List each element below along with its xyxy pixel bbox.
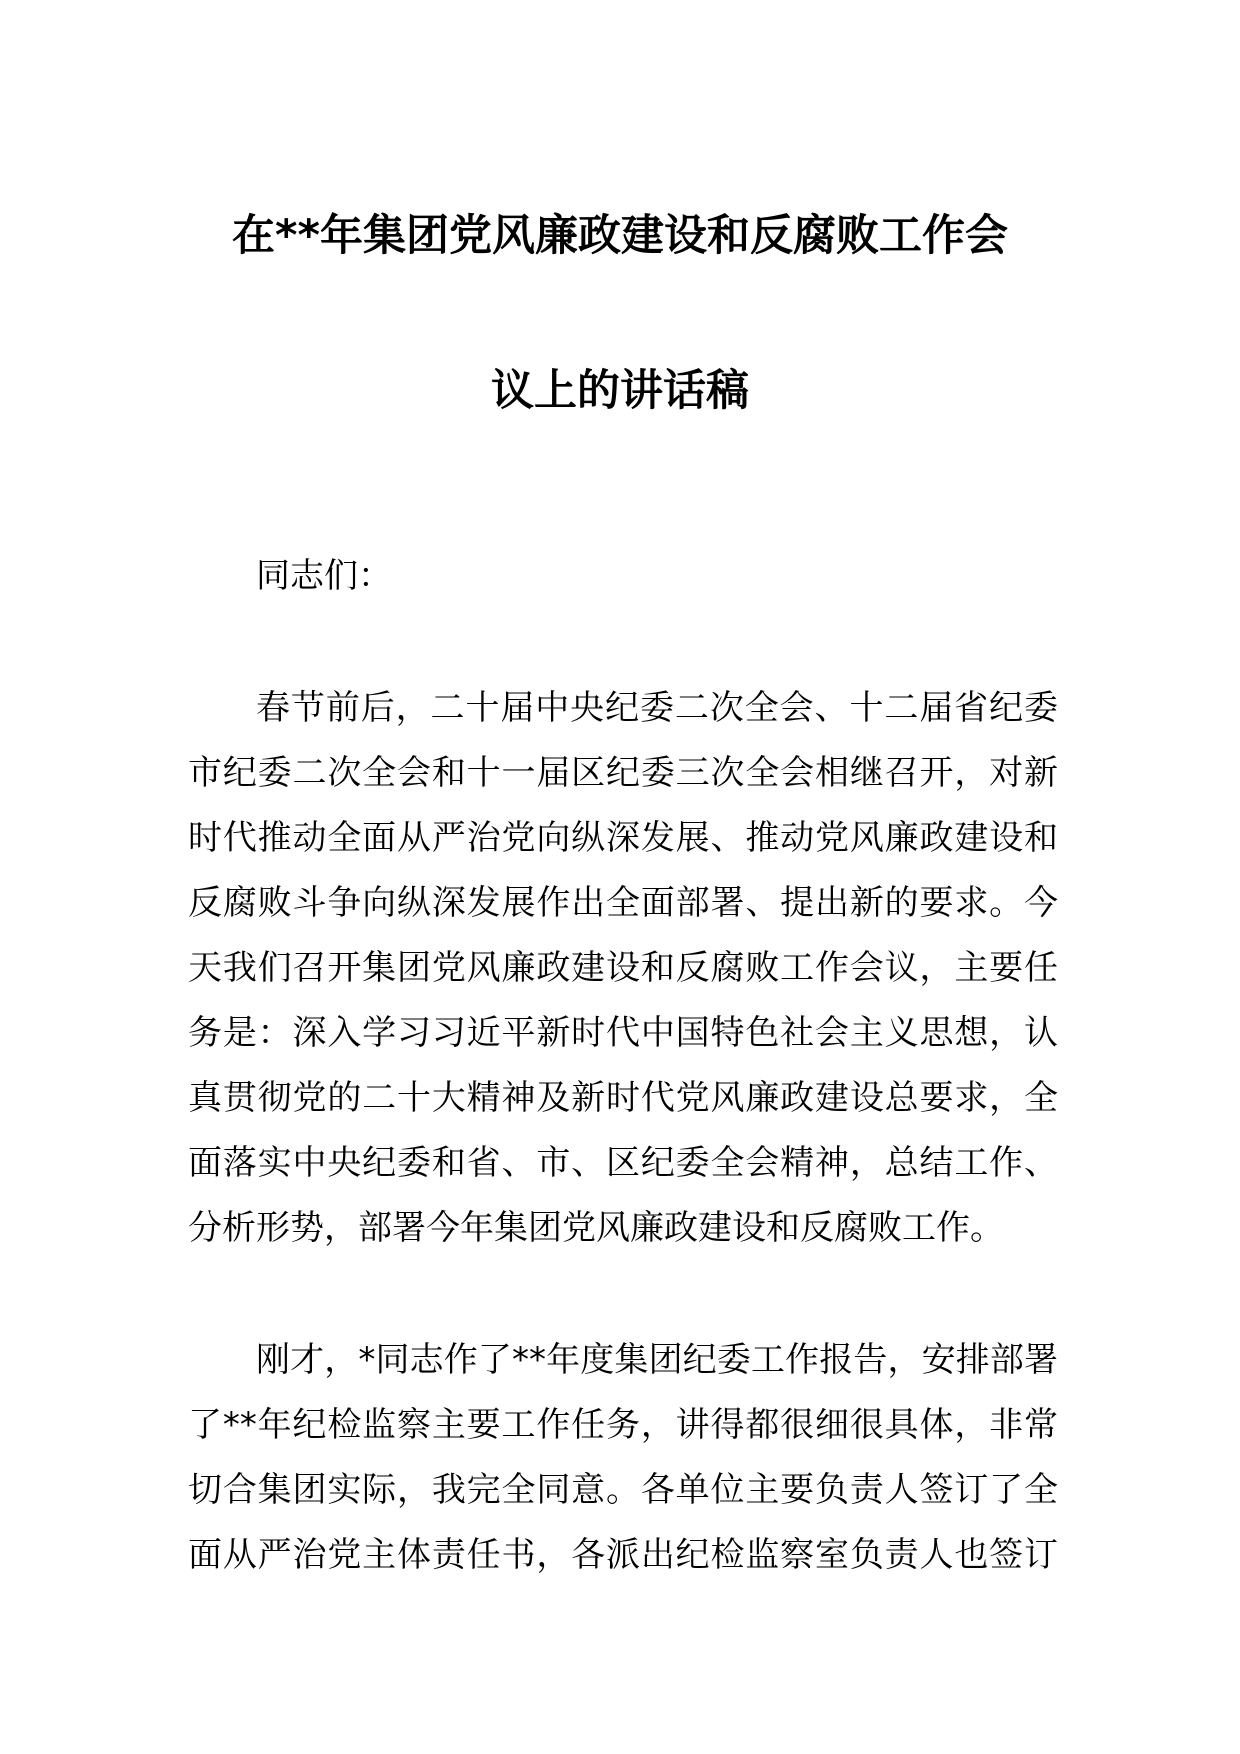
paragraph-line: 切合集团实际，我完全同意。各单位主要负责人签订了全 [188, 1470, 1058, 1510]
salutation: 同志们： [256, 556, 392, 596]
paragraph-line: 了**年纪检监察主要工作任务，讲得都很细很具体，非常 [188, 1405, 1058, 1445]
paragraph-line: 务是：深入学习习近平新时代中国特色社会主义思想，认 [188, 1013, 1058, 1053]
paragraph-line: 时代推动全面从严治党向纵深发展、推动党风廉政建设和 [188, 818, 1058, 858]
document-title-line-2: 议上的讲话稿 [491, 366, 749, 416]
paragraph-line: 市纪委二次全会和十一届区纪委三次全会相继召开，对新 [188, 753, 1058, 793]
paragraph-line: 真贯彻党的二十大精神及新时代党风廉政建设总要求，全 [188, 1078, 1058, 1118]
paragraph-line: 刚才，*同志作了**年度集团纪委工作报告，安排部署 [256, 1340, 1058, 1380]
paragraph-line: 天我们召开集团党风廉政建设和反腐败工作会议，主要任 [188, 948, 1058, 988]
paragraph-line: 分析形势，部署今年集团党风廉政建设和反腐败工作。 [188, 1208, 1004, 1248]
paragraph-line: 反腐败斗争向纵深发展作出全面部署、提出新的要求。今 [188, 883, 1058, 923]
paragraph-line: 面从严治党主体责任书，各派出纪检监察室负责人也签订 [188, 1535, 1058, 1575]
paragraph-line: 面落实中央纪委和省、市、区纪委全会精神，总结工作、 [188, 1143, 1058, 1183]
paragraph-line: 春节前后，二十届中央纪委二次全会、十二届省纪委 [256, 688, 1058, 728]
document-title-line-1: 在**年集团党风廉政建设和反腐败工作会 [232, 211, 1008, 261]
